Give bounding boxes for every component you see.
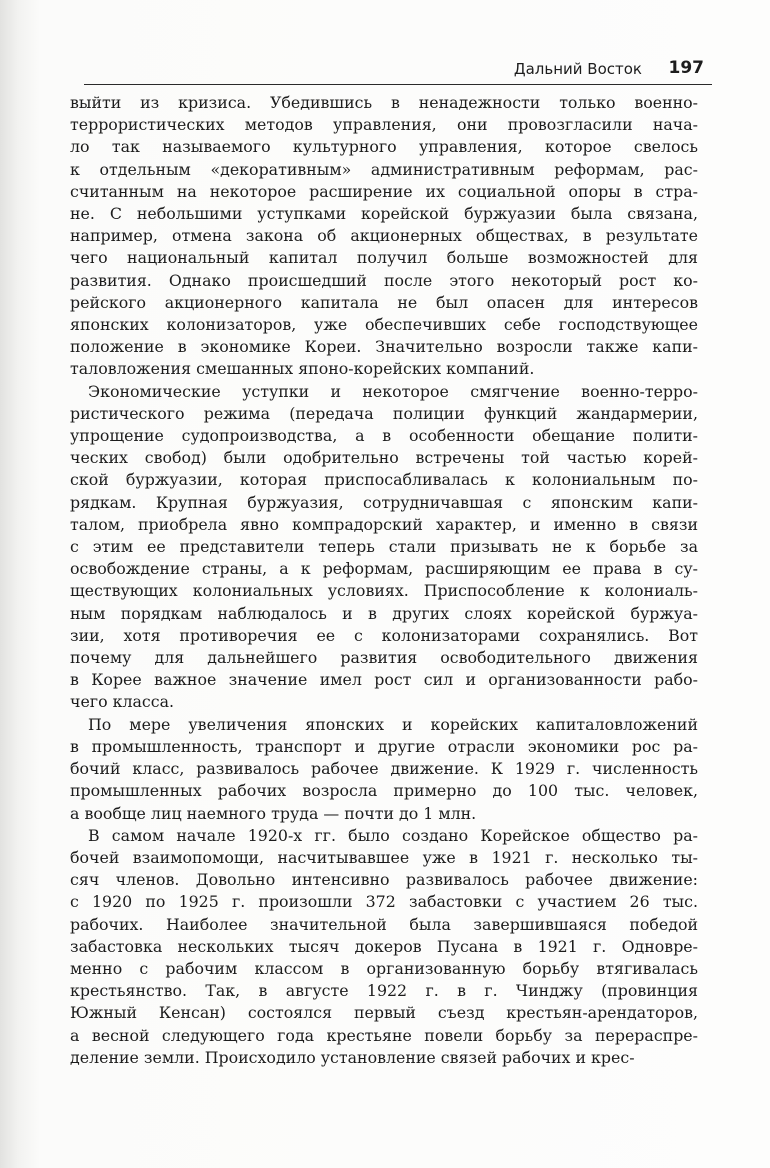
text-line: развития. Однако происшедший после этого некоторый рост ко- xyxy=(70,270,698,290)
text-line: чего национальный капитал получил больше возможностей для xyxy=(70,248,698,268)
text-line: в Корее важное значение имел рост сил и организованности рабо- xyxy=(70,670,698,690)
text-line: ской буржуазии, которая приспосабливалась к колониальным по- xyxy=(70,470,698,490)
text-line: ристического режима (передача полиции функций жандармерии, xyxy=(70,403,698,423)
text-line: например, отмена закона об акционерных обществах, в результате xyxy=(70,226,698,246)
text-line: японских колонизаторов, уже обеспечивших себе господствующее xyxy=(70,315,698,335)
paragraph xyxy=(70,825,698,1069)
text-line: зии, хотя противоречия ее с колонизаторами сохранялись. Вот xyxy=(70,625,698,645)
text-line: чего класса. xyxy=(70,692,175,712)
text-line: почему для дальнейшего развития освободительного движения xyxy=(70,648,698,668)
text-line: забастовка нескольких тысяч докеров Пусана в 1921 г. Одновре- xyxy=(70,936,698,956)
text-line: ло так называемого культурного управления, которое свелось xyxy=(70,137,698,157)
text-line: ным порядкам наблюдалось и в других слоях корейской буржуа- xyxy=(70,603,698,623)
text-line: рядкам. Крупная буржуазия, сотрудничавшая с японским капи- xyxy=(70,492,698,512)
page-header xyxy=(84,56,712,85)
text-line: выйти из кризиса. Убедившись в ненадежности только военно- xyxy=(70,93,698,112)
text-line: таловложения смешанных японо-корейских компаний. xyxy=(70,359,535,379)
paragraph xyxy=(70,714,698,825)
text-line: а весной следующего года крестьяне повели борьбу за перераспре- xyxy=(70,1025,698,1045)
text-line: сяч членов. Довольно интенсивно развивалось рабочее движение: xyxy=(70,870,698,890)
text-line: Экономические уступки и некоторое смягчение военно-терро- xyxy=(88,381,698,401)
text-line: рейского акционерного капитала не был опасен для интересов xyxy=(70,292,698,312)
text-line: с этим ее представители теперь стали призывать не к борьбе за xyxy=(70,537,698,557)
text-line: к отдельным «декоративным» административным реформам, рас- xyxy=(70,159,698,179)
text-line: менно с рабочим классом в организованную борьбу втягивалась xyxy=(70,958,698,978)
text-line: ческих свобод) были одобрительно встречены той частью корей- xyxy=(70,448,698,468)
text-line: террористических методов управления, они провозгласили нача- xyxy=(70,115,698,135)
text-line: в промышленность, транспорт и другие отрасли экономики рос ра- xyxy=(70,736,698,756)
text-line: с 1920 по 1925 г. произошли 372 забастовки с участием 26 тыс. xyxy=(70,892,698,912)
text-line: считанным на некоторое расширение их социальной опоры в стра- xyxy=(70,181,698,201)
text-line: крестьянство. Так, в августе 1922 г. в г. Чинджу (провинция xyxy=(70,981,698,1001)
text-line: упрощение судопроизводства, а в особенности обещание полити- xyxy=(70,426,698,446)
text-line: талом, приобрела явно компрадорский характер, и именно в связи xyxy=(70,514,698,534)
text-line: освобождение страны, а к реформам, расширяющим ее права в су- xyxy=(70,559,698,579)
text-line: По мере увеличения японских и корейских капиталовложений xyxy=(88,714,698,734)
text-line: а вообще лиц наемного труда — почти до 1 млн. xyxy=(70,803,477,823)
body-text xyxy=(70,92,698,1069)
text-line: промышленных рабочих возросла примерно до 100 тыс. человек, xyxy=(70,781,698,801)
running-title: Дальний Восток xyxy=(513,60,642,78)
text-line: не. С небольшими уступками корейской буржуазии была связана, xyxy=(70,204,698,224)
text-line: Южный Кенсан) состоялся первый съезд крестьян-арендаторов, xyxy=(70,1003,698,1023)
text-line: В самом начале 1920-х гг. было создано Корейское общество ра- xyxy=(88,825,698,845)
text-line: ществующих колониальных условиях. Приспособление к колониаль- xyxy=(70,581,698,601)
text-line: бочей взаимопомощи, насчитывавшее уже в 1921 г. несколько ты- xyxy=(70,847,698,867)
text-line: бочий класс, развивалось рабочее движение. К 1929 г. численность xyxy=(70,759,698,779)
paragraph xyxy=(70,92,698,381)
page-number: 197 xyxy=(668,58,704,78)
paragraph xyxy=(70,381,698,714)
text-line: положение в экономике Кореи. Значительно возросли также капи- xyxy=(70,337,698,357)
text-line: деление земли. Происходило установление связей рабочих и крес- xyxy=(70,1047,635,1067)
text-line: рабочих. Наиболее значительной была завершившаяся победой xyxy=(70,914,698,934)
